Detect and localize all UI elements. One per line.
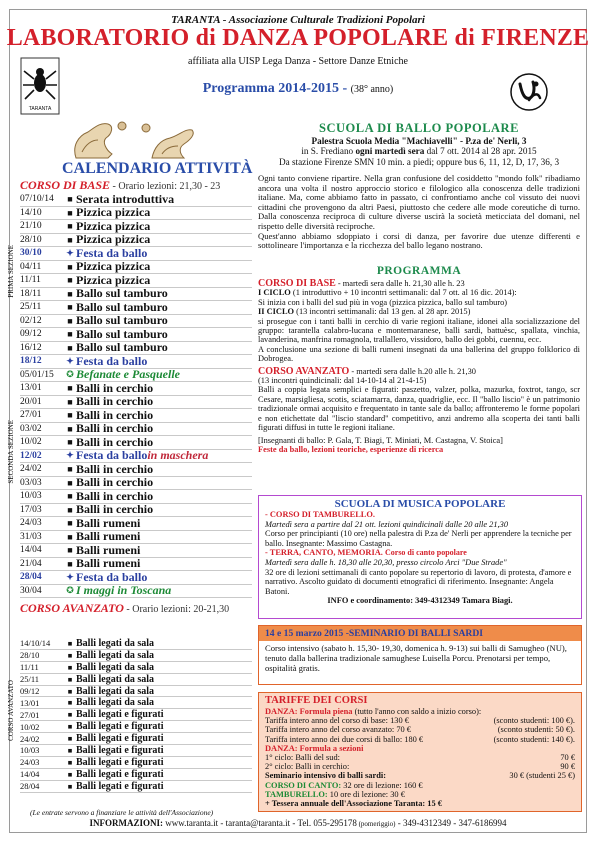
calendar-label: Balli in cerchio	[76, 488, 154, 503]
cycle2-text: (13 incontri settimanali: dal 13 gen. al 28 apr. 2015)	[294, 307, 471, 317]
fee-row-right: 90 €	[560, 762, 575, 772]
calendar-date: 17/03	[20, 504, 42, 515]
calendar-label: Festa da ballo	[76, 569, 148, 584]
calendar-row	[20, 585, 252, 599]
calendar-date: 14/10/14	[20, 638, 51, 649]
square-bullet-icon: ■	[67, 261, 73, 272]
calendar-date: 21/04	[20, 558, 42, 569]
fee-row-right: (sconto studenti: 100 €).	[493, 716, 575, 726]
fee-membership: + Tessera annuale dell'Associazione Taranta: 15 €	[265, 799, 442, 809]
parties-text: Feste da ballo, lezioni teoriche, esperienze di ricerca	[258, 444, 444, 454]
calendar-label: Balli legati e figurati	[76, 744, 164, 756]
calendar-date: 02/12	[20, 315, 42, 326]
square-bullet-icon: ■	[67, 315, 73, 326]
square-bullet-icon: ■	[67, 674, 73, 684]
side-label-second: SECONDA SEZIONE	[7, 420, 15, 484]
square-bullet-icon: ■	[67, 423, 73, 434]
square-bullet-icon: ■	[67, 234, 73, 245]
cycle2-end: A conclusione una sezione di balli rumeni insegnati da una ballerina del gruppo folklorico di Dobrogea.	[258, 344, 580, 364]
advanced-desc: Balli a coppia legata semplici e figurati: paszetto, valzer, polka, mazurka, foxtrot, tango, scr Cesare, marsigliesa, scotis, sciatamarra, danza, quadriglie, ecc. Il "ballo liscio" è un patrimonio tradizionale ormai acquisito e frequentato in tante sale da ballo; affronteremo le forme popolari e non etichettate dal "liscio standard" competitivo, anzi andremo alla scoperta dei tanti balli figurati diffusi in tutte le regioni italiane.	[258, 385, 580, 433]
square-bullet-icon: ■	[67, 221, 73, 232]
fee-seminar-price: 30 € (studenti 25 €)	[509, 771, 575, 781]
base-course-heading	[20, 178, 220, 193]
fee-canto-price: 32 ore di lezione: 160 €	[341, 780, 423, 790]
base-course-time: - martedì sera dalle h. 21,30 alle h. 23	[335, 279, 465, 288]
calendar-label: Ballo sul tamburo	[76, 299, 168, 314]
calendar-label: Balli legati da sala	[76, 661, 155, 673]
calendar-date: 10/02	[20, 721, 40, 732]
fee-row-left: 2° ciclo: Balli in cerchio:	[265, 762, 350, 772]
fees-box	[258, 692, 582, 812]
calendar-label: Befanate e Pasquelle	[76, 367, 180, 382]
calendar-date: 28/10	[20, 650, 40, 661]
calendar-label: Festa da ballo	[76, 245, 148, 260]
calendar-date: 28/04	[20, 781, 40, 792]
fee-row-left: 1° ciclo: Balli del sud:	[265, 753, 340, 763]
fee-canto-label: CORSO DI CANTO:	[265, 780, 342, 790]
fee-full-note: (tutto l'anno con saldo a inizio corso):	[352, 707, 482, 716]
calendar-date: 24/03	[20, 518, 42, 529]
calendar-date: 24/03	[20, 757, 40, 768]
calendar-label: Balli legati da sala	[76, 685, 155, 697]
canto-title: - TERRA, CANTO, MEMORIA.	[265, 548, 383, 558]
calendar-label: Pizzica pizzica	[76, 272, 151, 287]
calendar-row	[20, 745, 252, 757]
funding-note: (Le entrate servono a finanziare le attività dell'Associazione)	[30, 808, 214, 817]
info-contact: INFO e coordinamento: 349-4312349 Tamara Biagi.	[327, 596, 513, 606]
side-label-advanced: CORSO AVANZATO	[7, 680, 15, 741]
calendar-date: 16/12	[20, 342, 42, 353]
calendar-label: Balli legati da sala	[76, 673, 155, 685]
circle-star-icon: ✪	[66, 369, 74, 380]
square-bullet-icon: ■	[67, 207, 73, 218]
calendar-row	[20, 769, 252, 781]
calendar-label: Balli in cerchio	[76, 502, 154, 517]
venue-text: Palestra Scuola Media "Machiavelli" - P.za de' Nerli, 3	[311, 136, 527, 146]
calendar-label: Balli legati e figurati	[76, 768, 164, 780]
svg-text:TARANTA: TARANTA	[28, 106, 52, 112]
calendar-row	[20, 733, 252, 745]
calendar-date: 10/02	[20, 437, 42, 448]
tamburello-desc: Corso per principianti (10 ore) nella palestra di P.za de' Nerli per apprendere la tecniche per ballo. Insegnante: Massimo Castagna.	[265, 529, 572, 548]
fee-row-left: Tariffa intero anno del corso di base: 130 €	[265, 716, 409, 726]
square-bullet-icon: ■	[67, 464, 73, 475]
fee-row	[265, 762, 575, 771]
directions-text: Da stazione Firenze SMN 10 min. a piedi; oppure bus 6, 11, 12, D, 17, 36, 3	[278, 156, 560, 167]
calendar-date: 11/11	[20, 662, 39, 673]
calendar-title: CALENDARIO ATTIVITÀ	[62, 160, 253, 177]
calendar-label: Ballo sul tamburo	[76, 326, 168, 341]
calendar-date: 31/03	[20, 531, 42, 542]
calendar-date: 20/01	[20, 396, 42, 407]
calendar-date: 09/12	[20, 329, 42, 340]
calendar-row	[20, 650, 252, 662]
square-bullet-icon: ■	[67, 275, 73, 286]
base-calendar-list	[20, 193, 252, 598]
uisp-logo	[509, 72, 549, 112]
calendar-label: Balli in cerchio	[76, 461, 154, 476]
square-bullet-icon: ■	[67, 288, 73, 299]
fee-row	[265, 716, 575, 725]
music-school-title: SCUOLA DI MUSICA POPOLARE	[334, 498, 506, 510]
org-name: TARANTA - Associazione Culturale Tradizioni Popolari	[171, 14, 425, 26]
fees-body	[259, 706, 581, 809]
calendar-label-extra: in maschera	[147, 448, 209, 463]
fee-tamb-price: 10 ore di lezione: 30 €	[327, 789, 405, 799]
seminar-desc: Corso intensivo (sabato h. 15,30- 19,30, domenica h. 9-13) sui balli di Samugheo (NU), tenuto dalla ballerina tradizionale samughese Luisella Porcu. Prenotarsi per tempo, ospitalità gratis.	[265, 643, 567, 673]
calendar-label: Balli rumeni	[76, 542, 141, 557]
calendar-date: 14/04	[20, 545, 42, 556]
canto-time: Martedì sera dalle h. 18,30 alle 20,30, presso circolo Arci "Due Strade"	[265, 557, 507, 567]
fee-row-left: Tariffa intero anno del corso avanzato: 70 €	[265, 725, 411, 735]
calendar-date: 14/10	[20, 207, 42, 218]
footer-label: INFORMAZIONI:	[89, 818, 163, 828]
fee-row-left: Tariffa intero anno dei due corsi di ballo: 180 €	[265, 734, 424, 744]
cycle1-label: I CICLO	[258, 288, 291, 298]
calendar-date: 18/12	[20, 356, 42, 367]
square-bullet-icon: ■	[67, 769, 73, 779]
calendar-date: 14/04	[20, 769, 40, 780]
intro-paragraph-2: Quest'anno abbiamo sdoppiato i corsi di danza, per favorire due utenze differenti e sottolineare l'importanza e la ricchezza del ballo legano nostrano.	[258, 230, 580, 251]
canto-subtitle: Corso di canto popolare	[384, 548, 467, 558]
fee-row-right: 70 €	[560, 753, 575, 763]
dates-pre: in S. Frediano	[301, 146, 356, 157]
teachers-text: [Insegnanti di ballo: P. Gala, T. Biagi, T. Miniati, M. Castagna, V. Stoica]	[258, 435, 503, 445]
calendar-label: Ballo sul tamburo	[76, 286, 168, 301]
program-label: Programma 2014-2015 -	[202, 81, 348, 96]
fee-tamb-label: TAMBURELLO:	[265, 789, 328, 799]
calendar-label: Balli in cerchio	[76, 434, 154, 449]
calendar-date: 04/11	[20, 261, 42, 272]
square-bullet-icon: ■	[67, 477, 73, 488]
star-icon: ✦	[66, 355, 74, 366]
calendar-label: Balli in cerchio	[76, 421, 154, 436]
calendar-row	[20, 638, 252, 650]
dancers-illustration	[62, 118, 202, 160]
calendar-date: 10/03	[20, 491, 42, 502]
calendar-label: Pizzica pizzica	[76, 205, 151, 220]
advanced-calendar-list	[20, 638, 252, 793]
calendar-date: 05/01/15	[20, 369, 54, 380]
calendar-label: Pizzica pizzica	[76, 259, 151, 274]
program-body	[258, 279, 580, 454]
square-bullet-icon: ■	[67, 650, 73, 660]
square-bullet-icon: ■	[67, 781, 73, 791]
tamburello-title: - CORSO DI TAMBURELLO.	[265, 510, 375, 519]
cycle1-text: (1 introduttivo + 10 incontri settimanali: dal 7 ott. al 16 dic. 2014):	[290, 288, 517, 298]
calendar-date: 30/04	[20, 585, 42, 596]
dates-bold: ogni martedì sera	[355, 146, 425, 157]
intro-text	[258, 174, 580, 251]
cycle2-label: II CICLO	[258, 307, 295, 317]
square-bullet-icon: ■	[67, 396, 73, 407]
calendar-date: 28/04	[20, 572, 42, 583]
calendar-label: Balli legati da sala	[76, 637, 155, 649]
footer-web[interactable]: www.taranta.it - taranta@taranta.it - Tel. 055-295178	[162, 818, 357, 828]
square-bullet-icon: ■	[67, 518, 73, 529]
fee-section-label: DANZA: Formula a sezioni	[265, 743, 364, 753]
advanced-course-title: CORSO AVANZATO	[258, 365, 350, 377]
calendar-label: Festa da ballo	[76, 353, 148, 368]
calendar-label: Balli in cerchio	[76, 380, 154, 395]
calendar-label: Balli rumeni	[76, 529, 141, 544]
page-title: LABORATORIO di DANZA POPOLARE di FIRENZE	[6, 25, 590, 51]
tamburello-time: Martedì sera a partire dal 21 ott. lezioni quindicinali dalle 20 alle 21,30	[265, 519, 509, 529]
seminar-box	[258, 625, 582, 685]
footer-info	[0, 818, 596, 828]
cycle2-desc: si prosegue con i tanti balli in cerchio di varie regioni italiane, idonei alla socializzazione del gruppo: tarantella calabro-lucana e montemaranese, balli sardi, battuèsc, spallata, vinchia, lavanderina, manfrina romagnola, trallallero, vissidoro, ballo dei gobbi, cuennu, ecc.	[258, 316, 580, 345]
calendar-row	[20, 721, 252, 733]
calendar-date: 13/01	[20, 383, 42, 394]
calendar-label: Balli rumeni	[76, 515, 141, 530]
base-course-name: CORSO DI BASE	[20, 178, 111, 192]
calendar-label: Pizzica pizzica	[76, 232, 151, 247]
calendar-label: Serata introduttiva	[76, 191, 175, 206]
calendar-date: 27/01	[20, 709, 40, 720]
square-bullet-icon: ■	[67, 745, 73, 755]
calendar-label: Balli legati da sala	[76, 649, 155, 661]
side-label-first: PRIMA SEZIONE	[7, 245, 15, 298]
music-school-box	[258, 495, 582, 619]
base-course-hours: - Orario lezioni: 21,30 - 23	[110, 181, 221, 192]
calendar-label: Balli legati e figurati	[76, 709, 164, 721]
square-bullet-icon: ■	[67, 410, 73, 421]
calendar-label: Balli legati e figurati	[76, 721, 164, 733]
base-course-title: CORSO DI BASE	[258, 278, 336, 289]
calendar-label: Balli legati da sala	[76, 697, 155, 709]
square-bullet-icon: ■	[67, 194, 73, 205]
calendar-date: 25/11	[20, 302, 42, 313]
calendar-label: Pizzica pizzica	[76, 218, 151, 233]
calendar-date: 21/10	[20, 221, 42, 232]
square-bullet-icon: ■	[67, 342, 73, 353]
calendar-date: 11/11	[20, 275, 41, 286]
square-bullet-icon: ■	[67, 662, 73, 672]
calendar-date: 03/03	[20, 477, 42, 488]
calendar-label: Ballo sul tamburo	[76, 313, 168, 328]
square-bullet-icon: ■	[67, 545, 73, 556]
advanced-course-heading	[20, 601, 229, 616]
dates-post: dal 7 ott. 2014 al 28 apr. 2015	[424, 146, 537, 157]
calendar-date: 30/10	[20, 248, 42, 259]
dance-school-venue-block	[258, 136, 580, 167]
star-icon: ✦	[66, 571, 74, 582]
calendar-row	[20, 686, 252, 698]
square-bullet-icon: ■	[67, 686, 73, 696]
calendar-label: Balli in cerchio	[76, 394, 154, 409]
calendar-date: 12/02	[20, 450, 42, 461]
square-bullet-icon: ■	[67, 734, 73, 744]
fee-section-rows	[265, 753, 575, 771]
fees-title: TARIFFE DEI CORSI	[265, 695, 368, 706]
calendar-row	[20, 709, 252, 721]
seminar-title: 14 e 15 marzo 2015 -SEMINARIO DI BALLI SARDI	[259, 626, 581, 641]
calendar-label: Festa da ballo	[76, 448, 148, 463]
square-bullet-icon: ■	[67, 722, 73, 732]
fee-row	[265, 753, 575, 762]
footer-small: (pomeriggio)	[356, 820, 396, 828]
calendar-label: Balli legati e figurati	[76, 780, 164, 792]
dance-school-title: SCUOLA DI BALLO POPOLARE	[319, 121, 519, 135]
square-bullet-icon: ■	[67, 638, 73, 648]
advanced-meetings: (13 incontri quindicinali: dal 14-10-14 al 21-4-15)	[258, 376, 427, 386]
calendar-date: 07/10/14	[20, 194, 54, 205]
taranta-logo	[20, 57, 60, 115]
calendar-date: 28/10	[20, 234, 42, 245]
square-bullet-icon: ■	[67, 302, 73, 313]
advanced-course-hours: - Orario lezioni: 20-21,30	[123, 604, 230, 615]
program-year: (38° anno)	[350, 84, 394, 95]
fee-row	[265, 735, 575, 744]
calendar-label: Balli rumeni	[76, 556, 141, 571]
calendar-date: 24/02	[20, 733, 40, 744]
music-school-body	[259, 510, 581, 606]
calendar-date: 27/01	[20, 410, 42, 421]
program-title: PROGRAMMA	[376, 265, 462, 277]
fee-seminar-label: Seminario intensivo di balli sardi:	[265, 771, 386, 781]
fee-row	[265, 725, 575, 734]
fee-row-right: (sconto studenti: 50 €).	[497, 725, 575, 735]
square-bullet-icon: ■	[67, 383, 73, 394]
calendar-label: I maggi in Toscana	[76, 583, 172, 598]
program-heading	[0, 81, 596, 97]
dates-text	[258, 146, 580, 156]
advanced-course-time: - martedì sera dalle h.20 alle h. 21,30	[349, 366, 476, 376]
advanced-course-name: CORSO AVANZATO	[20, 601, 124, 615]
fee-full-label: DANZA: Formula piena	[265, 707, 353, 716]
calendar-label: Balli legati e figurati	[76, 756, 164, 768]
calendar-label: Balli in cerchio	[76, 407, 154, 422]
circle-star-icon: ✪	[66, 585, 74, 596]
square-bullet-icon: ■	[67, 698, 73, 708]
star-icon: ✦	[66, 247, 74, 258]
canto-desc: 32 ore di lezioni settimanali di canto popolare su repertorio di lavoro, di protesta, d'amore e narrativo. Ascolto guidato di documenti etnografici di riferimento. Insegnante: Angela Batoni.	[265, 567, 572, 596]
calendar-label: Ballo sul tamburo	[76, 340, 168, 355]
calendar-date: 25/11	[20, 674, 40, 685]
calendar-label: Balli in cerchio	[76, 475, 154, 490]
square-bullet-icon: ■	[67, 491, 73, 502]
calendar-row	[20, 757, 252, 769]
calendar-label: Balli legati e figurati	[76, 733, 164, 745]
intro-paragraph: Ogni tanto conviene ripartire. Nella gran confusione del cosiddetto "mondo folk" ribadiamo ancora una volta il nostro approccio storico e filologico alla conoscenza delle tradizioni italiane. Ma, come abbiamo fatto in passato, ci confrontiamo anche col vissuto dei nuovi cittadini che provengono da altri Paesi, piuttosto che cedere alle mode coreutiche di turno. Dalla conoscenza reciproca di culture diverse uscirà la società meticciata del domani, nel rispetto delle diversità reciproche.	[258, 173, 580, 231]
calendar-row	[20, 781, 252, 793]
calendar-date: 09/12	[20, 686, 40, 696]
cycle1-desc: Si inizia con i balli del sud più in voga (pizzica pizzica, ballo sul tamburo)	[258, 297, 508, 307]
affiliation-text: affiliata alla UISP Lega Danza - Settore Danze Etniche	[188, 56, 408, 67]
fee-row-right: (sconto studenti: 140 €).	[493, 734, 575, 744]
calendar-row	[20, 697, 252, 709]
square-bullet-icon: ■	[67, 329, 73, 340]
square-bullet-icon: ■	[67, 558, 73, 569]
calendar-date: 13/01	[20, 697, 40, 708]
calendar-row	[20, 674, 252, 686]
calendar-row	[20, 662, 252, 674]
fee-full-rows	[265, 716, 575, 744]
calendar-date: 10/03	[20, 745, 40, 756]
calendar-date: 24/02	[20, 464, 42, 475]
square-bullet-icon: ■	[67, 437, 73, 448]
square-bullet-icon: ■	[67, 531, 73, 542]
square-bullet-icon: ■	[67, 757, 73, 767]
footer-phones: - 349-4312349 - 347-6186994	[395, 818, 507, 828]
calendar-date: 18/11	[20, 288, 42, 299]
square-bullet-icon: ■	[67, 504, 73, 515]
square-bullet-icon: ■	[67, 710, 73, 720]
star-icon: ✦	[66, 450, 74, 461]
calendar-date: 03/02	[20, 423, 42, 434]
